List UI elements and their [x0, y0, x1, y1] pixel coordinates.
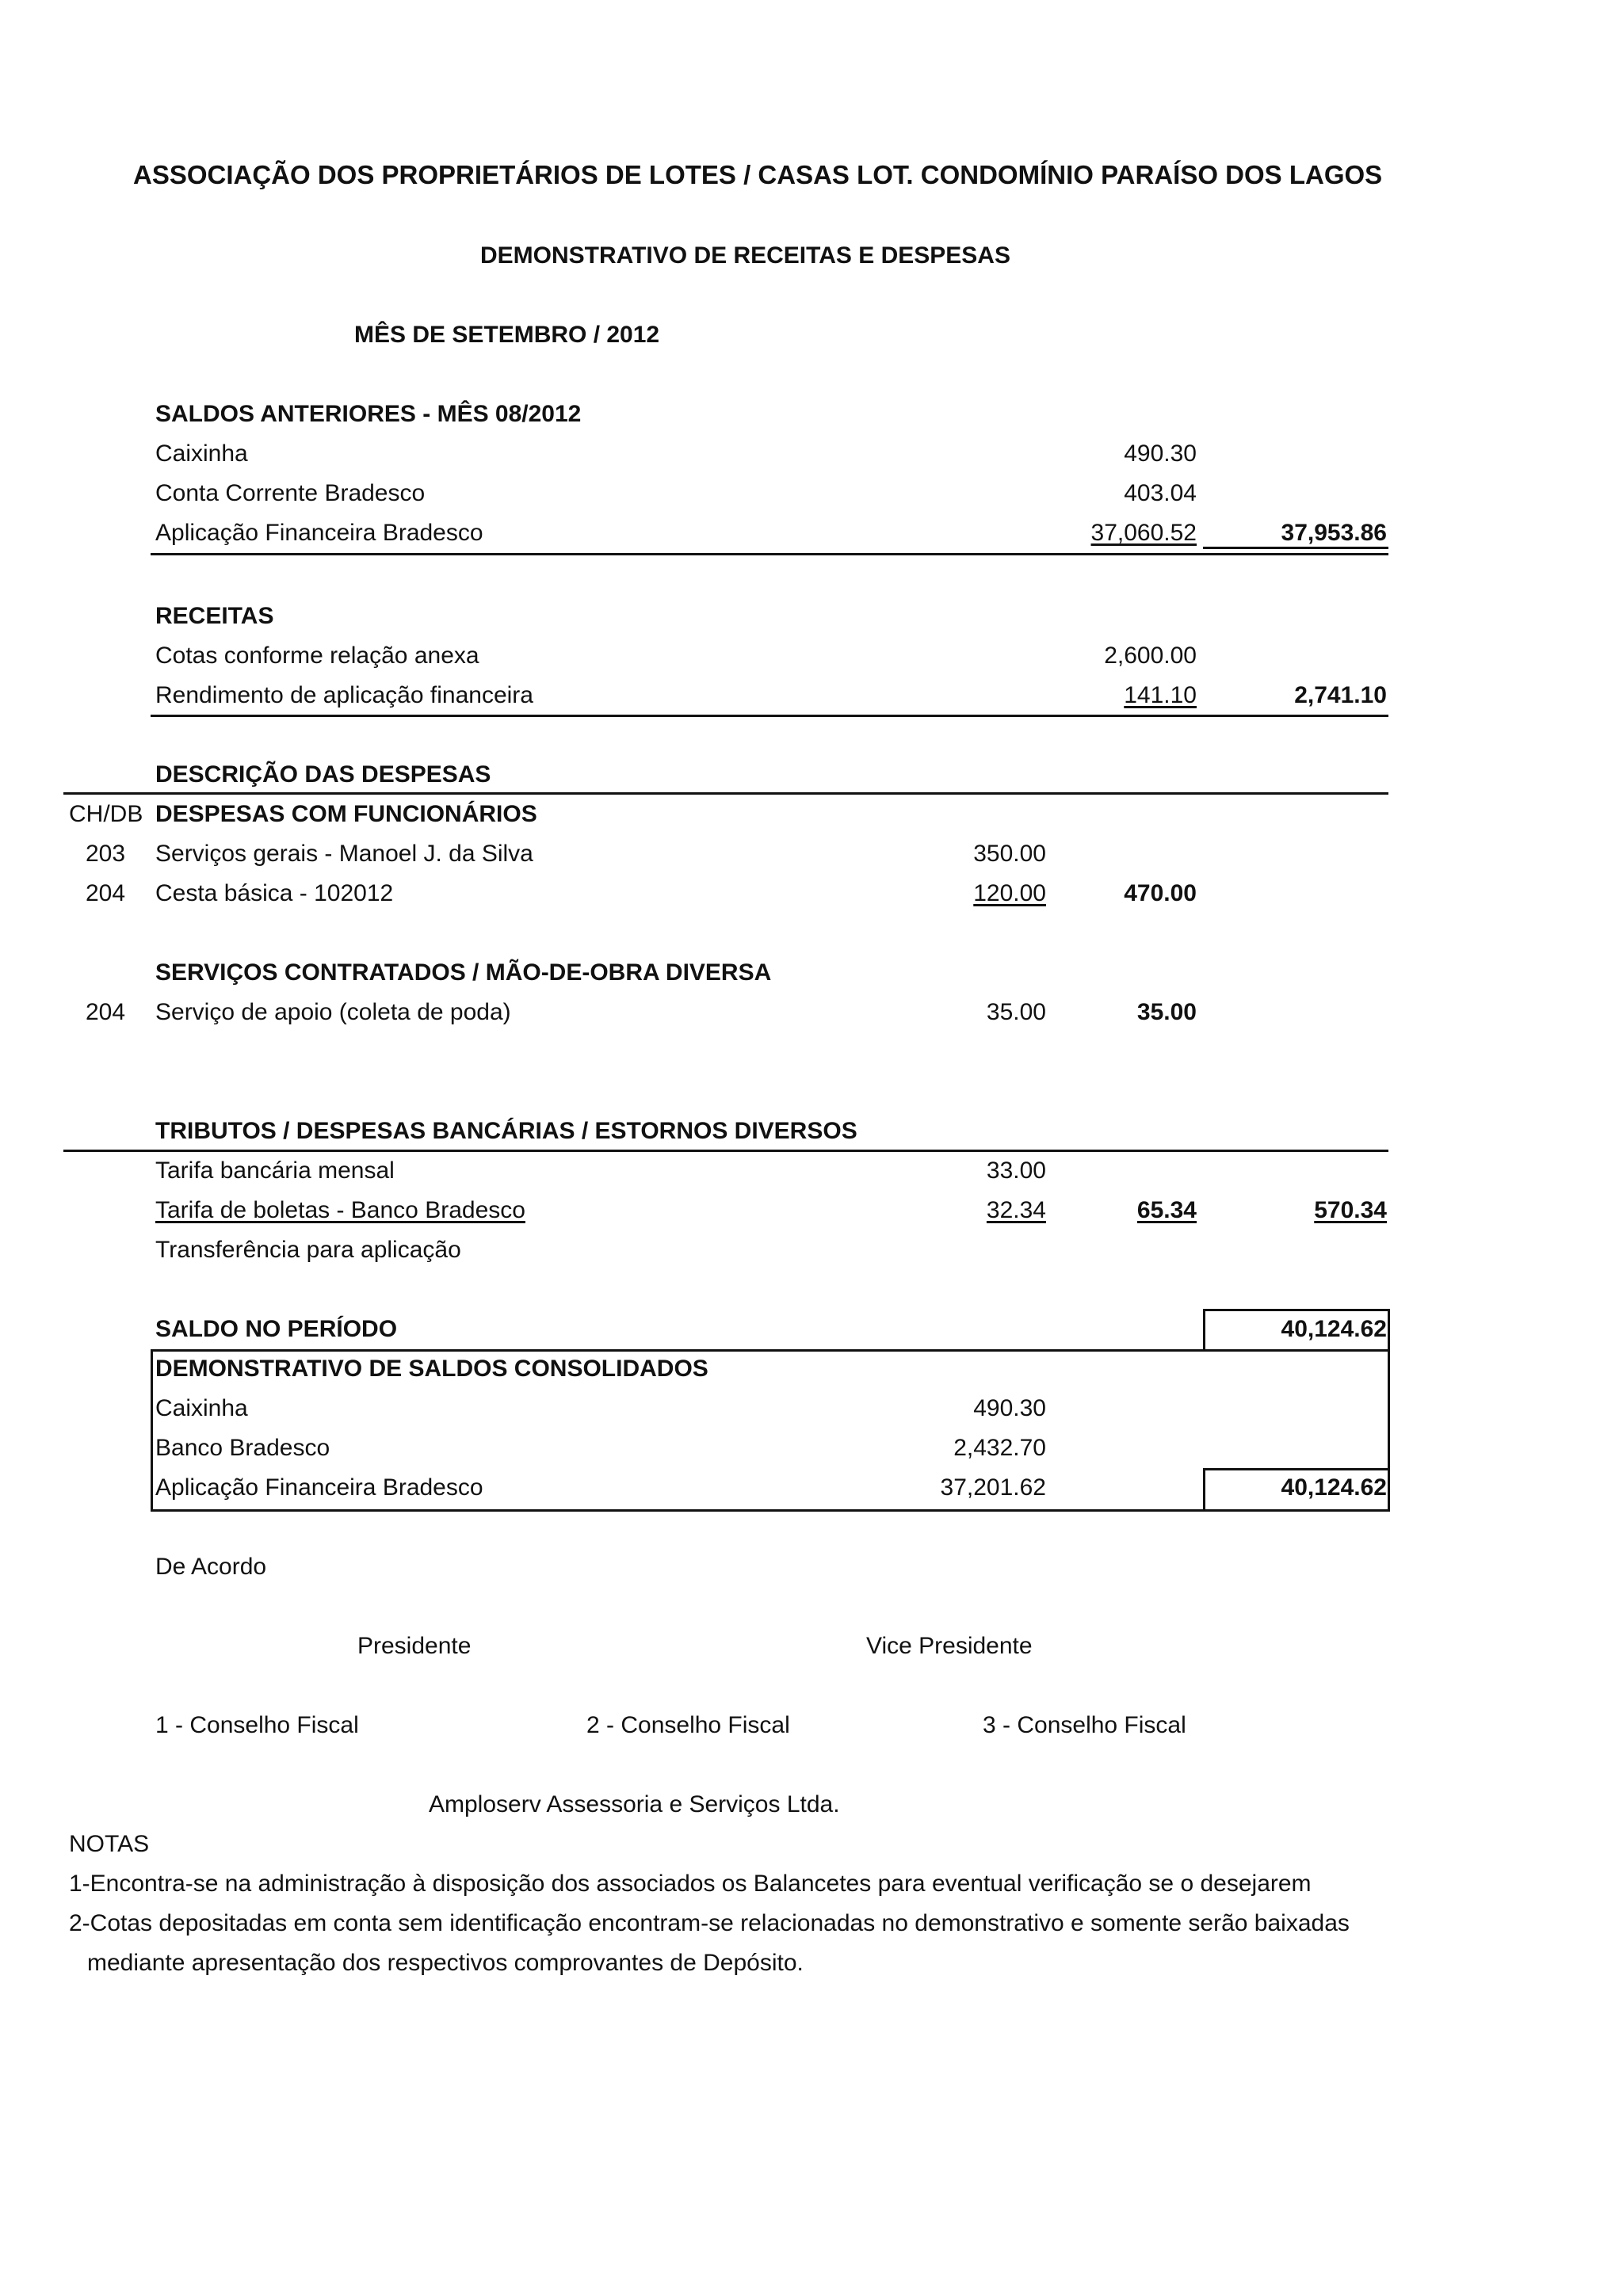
funcionarios-subtotal: 470.00	[1124, 880, 1197, 906]
saldo-ant-total: 37,953.86	[1281, 520, 1387, 546]
servico-code: 204	[86, 999, 126, 1025]
period-title: MÊS DE SETEMBRO / 2012	[354, 322, 660, 348]
tributo-value: 32.34	[986, 1197, 1046, 1223]
receita-label-cotas: Cotas conforme relação anexa	[155, 643, 479, 669]
notas-title: NOTAS	[69, 1831, 150, 1857]
signature-presidente: Presidente	[357, 1633, 472, 1659]
tributos-subtotal: 65.34	[1136, 1197, 1197, 1223]
consolidado-label: Banco Bradesco	[155, 1435, 330, 1461]
total-underline	[1203, 547, 1388, 549]
servicos-title: SERVIÇOS CONTRATADOS / MÃO-DE-OBRA DIVERSA	[155, 959, 772, 986]
chdb-label: CH/DB	[69, 801, 143, 827]
funcionario-label: Serviços gerais - Manoel J. da Silva	[155, 841, 533, 867]
section-divider	[63, 792, 1388, 795]
funcionario-code: 203	[86, 841, 126, 867]
tributo-label: Tarifa bancária mensal	[155, 1158, 395, 1184]
saldo-ant-value-conta: 403.04	[1124, 480, 1197, 506]
tributos-title: TRIBUTOS / DESPESAS BANCÁRIAS / ESTORNOS DIVERSOS	[155, 1118, 857, 1144]
signature-vice-presidente: Vice Presidente	[866, 1633, 1033, 1659]
tributo-label: Transferência para aplicação	[155, 1237, 461, 1263]
funcionario-value: 120.00	[973, 880, 1046, 906]
receita-label-rendimento: Rendimento de aplicação financeira	[155, 682, 533, 708]
report-title: DEMONSTRATIVO DE RECEITAS E DESPESAS	[480, 242, 1010, 269]
saldo-periodo-label: SALDO NO PERÍODO	[155, 1316, 398, 1342]
note-2-line-1: 2-Cotas depositadas em conta sem identificação encontram-se relacionadas no demonstrativo e somente serão baixadas	[69, 1910, 1350, 1936]
signature-conselho-2: 2 - Conselho Fiscal	[586, 1712, 790, 1738]
servicos-subtotal: 35.00	[1136, 999, 1197, 1025]
despesas-total: 570.34	[1314, 1197, 1387, 1223]
company-name: Amploserv Assessoria e Serviços Ltda.	[429, 1791, 840, 1817]
note-2-line-2: mediante apresentação dos respectivos comprovantes de Depósito.	[87, 1950, 804, 1976]
receitas-total: 2,741.10	[1294, 682, 1387, 708]
signature-conselho-1: 1 - Conselho Fiscal	[155, 1712, 359, 1738]
receitas-title: RECEITAS	[155, 603, 274, 629]
section-divider	[151, 553, 1388, 555]
consolidado-label: Caixinha	[155, 1395, 248, 1421]
consolidados-title: DEMONSTRATIVO DE SALDOS CONSOLIDADOS	[155, 1356, 708, 1382]
de-acordo: De Acordo	[155, 1554, 267, 1580]
note-1: 1-Encontra-se na administração à disposição dos associados os Balancetes para eventual verificação se o desejarem	[69, 1871, 1312, 1897]
tributo-value: 33.00	[986, 1158, 1046, 1184]
signature-conselho-3: 3 - Conselho Fiscal	[983, 1712, 1186, 1738]
servico-label: Serviço de apoio (coleta de poda)	[155, 999, 511, 1025]
despesas-title: DESCRIÇÃO DAS DESPESAS	[155, 761, 491, 788]
saldo-ant-value-aplicacao: 37,060.52	[1090, 520, 1197, 546]
consolidado-value: 37,201.62	[940, 1474, 1046, 1501]
funcionario-label: Cesta básica - 102012	[155, 880, 394, 906]
funcionario-code: 204	[86, 880, 126, 906]
section-divider	[151, 715, 1388, 717]
saldo-ant-label-caixinha: Caixinha	[155, 441, 248, 467]
funcionario-value: 350.00	[973, 841, 1046, 867]
funcionarios-title: DESPESAS COM FUNCIONÁRIOS	[155, 801, 537, 827]
saldos-anteriores-title: SALDOS ANTERIORES - MÊS 08/2012	[155, 401, 582, 427]
consolidado-value: 2,432.70	[953, 1435, 1046, 1461]
saldo-periodo-value: 40,124.62	[1281, 1316, 1387, 1342]
section-divider	[63, 1150, 1388, 1152]
receita-value-cotas: 2,600.00	[1104, 643, 1197, 669]
consolidados-total: 40,124.62	[1281, 1474, 1387, 1501]
receita-value-rendimento: 141.10	[1124, 682, 1197, 708]
association-title: ASSOCIAÇÃO DOS PROPRIETÁRIOS DE LOTES / CASAS LOT. CONDOMÍNIO PARAÍSO DOS LAGOS	[133, 160, 1383, 189]
tributo-label: Tarifa de boletas - Banco Bradesco	[155, 1197, 525, 1223]
consolidado-value: 490.30	[973, 1395, 1046, 1421]
saldo-ant-label-conta: Conta Corrente Bradesco	[155, 480, 426, 506]
servico-value: 35.00	[986, 999, 1046, 1025]
saldo-ant-value-caixinha: 490.30	[1124, 441, 1197, 467]
consolidado-label: Aplicação Financeira Bradesco	[155, 1474, 483, 1501]
saldo-ant-label-aplicacao: Aplicação Financeira Bradesco	[155, 520, 483, 546]
